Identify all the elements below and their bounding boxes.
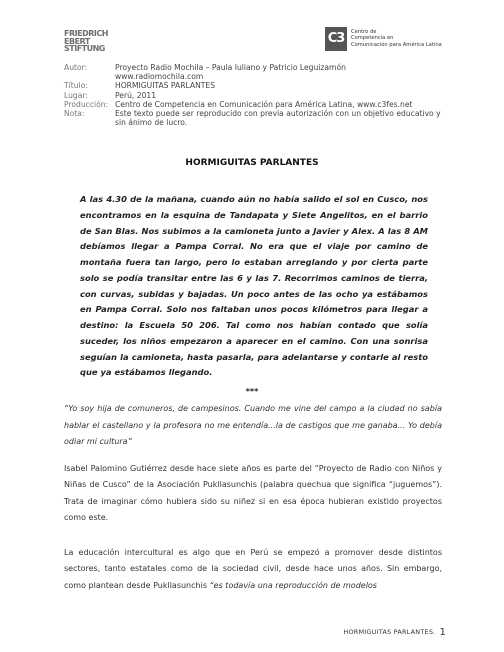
meta-value: Centro de Competencia en Comunicación para América Latina, www.c3fes.net xyxy=(115,99,413,109)
fes-logo xyxy=(64,30,106,53)
body-paragraph-1: Isabel Palomino Gutiérrez desde hace siete años es parte del “Proyecto de Radio con Niños y Niñas de Cusco” de la Asociación Pukllasunchis (palabra quechua que significa “juguemos”). Trata de imaginar cómo hubiera sido su niñez si en esa época hubieran existido proyectos como este. xyxy=(64,464,442,522)
meta-row-title xyxy=(64,81,444,90)
c3-logo xyxy=(325,27,445,55)
fes-logo-line: EBERT xyxy=(64,36,90,46)
meta-key xyxy=(64,72,115,81)
metadata-block xyxy=(64,63,444,127)
fes-logo-line: STIFTUNG xyxy=(64,44,105,54)
page-footer xyxy=(343,627,446,638)
fes-logo-line: FRIEDRICH xyxy=(64,29,108,38)
meta-row-author xyxy=(64,63,444,72)
meta-value: HORMIGUITAS PARLANTES xyxy=(115,81,216,91)
body-paragraph-2-emphasis: “es todavía una reproducción de modelos xyxy=(209,580,377,590)
c3-logo-mark: C3 xyxy=(325,27,347,51)
footer-label: HORMIGUITAS PARLANTES. xyxy=(343,628,436,636)
meta-key: Autor: xyxy=(64,63,88,72)
meta-value: Perú, 2011 xyxy=(115,90,157,100)
meta-key: Nota: xyxy=(64,109,85,119)
c3-logo-line: Comunicación para América Latina xyxy=(351,41,442,48)
document-title: HORMIGUITAS PARLANTES xyxy=(185,158,319,168)
c3-logo-line: Competencia en xyxy=(351,35,394,42)
meta-row-production xyxy=(64,100,444,109)
c3-logo-line: Centro de xyxy=(351,29,377,35)
quote-paragraph: “Yo soy hija de comuneros, de campesinos. Cuando me vine del campo a la ciudad no sabía hablar el castellano y la profesora no me entendía...la de castigos que me ganaba... Yo debía odiar mi cultura” xyxy=(64,404,442,446)
body-paragraph-2-text: La educación intercultural es algo que en Perú se empezó a promover desde distintos sectores, tanto estatales como de la sociedad civil, desde hace unos años. Sin embargo, como plantean desde Pukllasunchis xyxy=(64,548,442,590)
meta-key: Producción: xyxy=(64,99,109,109)
meta-row-website xyxy=(64,72,444,81)
meta-row-note xyxy=(64,109,444,127)
intro-paragraph: A las 4.30 de la mañana, cuando aún no había salido el sol en Cusco, nos encontramos en la esquina de Tandapata y Siete Angelitos, en el barrio de San Blas. Nos subimos a la camioneta junto a Javier y Alex. A las 8 AM debíamos llegar a Pampa Corral. No era que el viaje por camino de montaña fuera tan largo, pero lo estaban arreglando y por cierta parte solo se podía transitar entre las 6 y las 7. Recorrimos caminos de tierra, con curvas, subidas y bajadas. Un poco antes de las ocho ya estábamos en Pampa Corral. Solo nos faltaban unos pocos kilómetros para llegar a destino: la Escuela 50 206. Tal como nos habían contado que solía suceder, los niños empezaron a aparecer en el camino. Con una sonrisa seguían la camioneta, hasta pasarla, para adelantarse y contarle al resto que ya estábamos llegando. xyxy=(80,194,428,378)
meta-value: Este texto puede ser reproducido con previa autorización con un objetivo educativo y sin ánimo de lucro. xyxy=(115,109,441,128)
meta-row-place xyxy=(64,91,444,100)
page-number: 1 xyxy=(439,627,446,638)
meta-value: Proyecto Radio Mochila – Paula Iuliano y Patricio Leguizamón xyxy=(115,63,346,72)
meta-key: Lugar: xyxy=(64,90,88,100)
c3-logo-text xyxy=(351,29,451,48)
meta-value: www.radiomochila.com xyxy=(115,72,204,82)
body-paragraph-2 xyxy=(64,545,442,594)
meta-key: Título: xyxy=(64,81,88,91)
section-separator: *** xyxy=(245,387,259,396)
